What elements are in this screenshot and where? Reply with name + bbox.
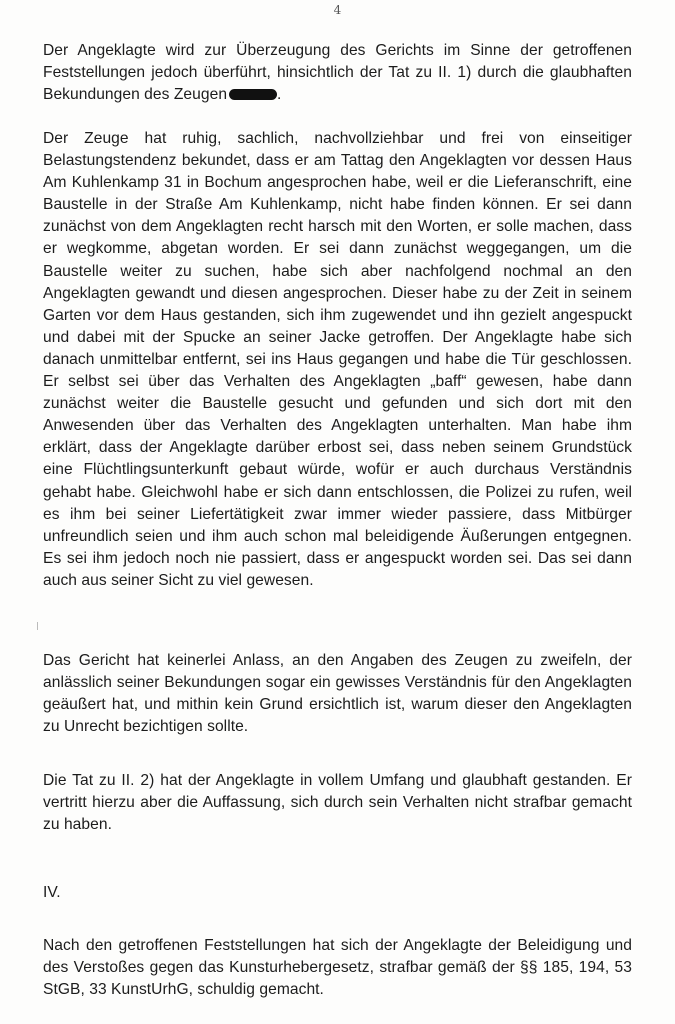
- paragraph-witness-testimony: Der Zeuge hat ruhig, sachlich, nachvollziehbar und frei von einseitiger Belastungstendenz bekundet, dass er am Tattag den Angeklagten vor dessen Haus Am Kuhlenkamp 31 in Bochum angesprochen habe, weil er die Lieferanschrift, eine Baustelle in der Straße Am Kuhlenkamp, nicht habe finden können. Er sei dann zunächst von dem Angeklagten recht harsch mit den Worten, er solle machen, dass er wegkomme, abgetan worden. Er sei dann zunächst weggegangen, um die Baustelle weiter zu suchen, habe sich aber nachfolgend nochmal an den Angeklagten gewandt und diesen angesprochen. Dieser habe zu der Zeit in seinem Garten vor dem Haus gestanden, sich ihm zugewendet und ihn gezielt angespuckt und dabei mit der Spucke an seiner Jacke getroffen. Der Angeklagte habe sich danach unmittelbar entfernt, sei ins Haus gegangen und habe die Tür geschlossen. Er selbst sei über das Verhalten des Angeklagten „baff“ gewesen, habe dann zunächst weiter die Baustelle gesucht und gefunden und sich dort mit den Anwesenden über das Verhalten des Angeklagten unterhalten. Man habe ihm erklärt, dass der Angeklagte darüber erbost sei, dass neben seinem Grundstück eine Flüchtlingsunterkunft gebaut würde, wofür er auch durchaus Verständnis gehabt habe. Gleichwohl habe er sich dann entschlossen, die Polizei zu rufen, weil es ihm bei seiner Liefertätigkeit zwar immer wieder passiere, dass Mitbürger unfreundlich seien und ihm auch schon mal beleidigende Äußerungen entgegnen. Es sei ihm jedoch noch nie passiert, dass er angespuckt worden sei. Das sei dann auch aus seiner Sicht zu viel gewesen.: [43, 130, 632, 589]
- paragraph-text: Der Angeklagte wird zur Überzeugung des Gerichts im Sinne der getroffenen Feststellungen jedoch überführt, hinsichtlich der Tat zu II. 1) durch die glaubhaften Bekundungen des Zeugen: [43, 42, 632, 104]
- paragraph-court-assessment: Das Gericht hat keinerlei Anlass, an den Angaben des Zeugen zu zweifeln, der anlässlich seiner Bekundungen sogar ein gewisses Verständnis für den Angeklagten geäußert hat, und mithin kein Grund ersichtlich ist, warum dieser den Angeklagten zu Unrecht bezichtigen sollte.: [43, 652, 632, 736]
- paragraph-legal-conclusion: Nach den getroffenen Feststellungen hat sich der Angeklagte der Beleidigung und des Verstoßes gegen das Kunsturhebergesetz, strafbar gemäß der §§ 185, 194, 53 StGB, 33 KunstUrhG, schuldig gemacht.: [43, 937, 632, 999]
- page-number: 4: [333, 3, 342, 17]
- paragraph-text-end: .: [277, 86, 282, 104]
- paragraph-conviction-intro: [43, 40, 632, 106]
- paragraph-confession: Die Tat zu II. 2) hat der Angeklagte in vollem Umfang und glaubhaft gestanden. Er vertritt hierzu aber die Auffassung, sich durch sein Verhalten nicht strafbar gemacht zu haben.: [43, 772, 632, 834]
- redaction-mark: [229, 89, 277, 100]
- margin-mark: [37, 622, 38, 630]
- section-heading: IV.: [43, 884, 61, 901]
